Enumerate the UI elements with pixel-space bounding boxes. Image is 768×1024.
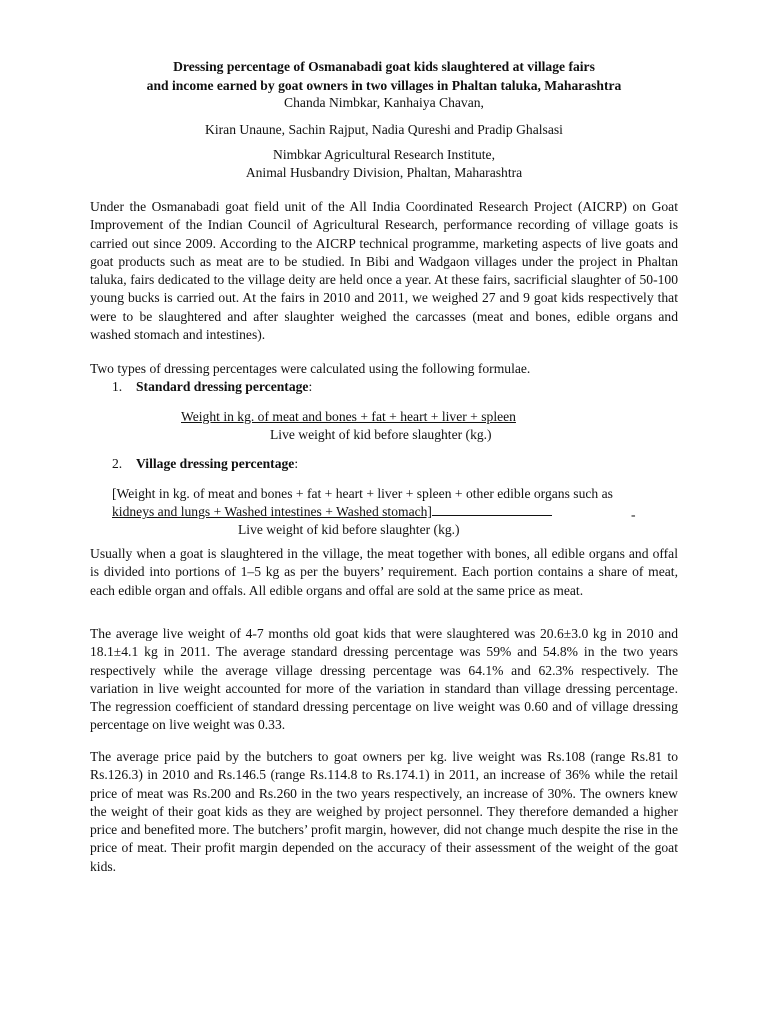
formula-2-numerator-line-2 (112, 503, 552, 521)
authors-line-1: Chanda Nimbkar, Kanhaiya Chavan, (284, 95, 484, 110)
document-page (90, 0, 678, 1024)
affiliation-line-2: Animal Husbandry Division, Phaltan, Maharashtra (245, 165, 523, 180)
formula-2-numerator-line-1: [Weight in kg. of meat and bones + fat + heart + liver + spleen + other edible organs such as (112, 486, 613, 501)
formula-1-colon: : (308, 379, 313, 394)
intro-paragraph: Under the Osmanabadi goat field unit of the All India Coordinated Research Project (AICRP) on Goat Improvement of the Indian Council of Agricultural Research, performance recording of village goats is carried out since 2009. According to the AICRP technical programme, marketing aspects of live goats and goat products such as meat are to be studied. In Bibi and Wadgaon villages under the project in Phaltan taluka, fairs dedicated to the village deity are held once a year. At these fairs, sacrificial slaughter of 50-100 young bucks is carried out. At the fairs in 2010 and 2011, we weighed 27 and 9 goat kids respectively that were to be slaughtered and after slaughter weighed the carcasses (meat and bones, edible organs and washed stomach and intestines). (90, 199, 678, 343)
formula-2-heading (112, 455, 298, 473)
paper-title-line-1: Dressing percentage of Osmanabadi goat kids slaughtered at village fairs (173, 59, 595, 74)
formula-2-dash: - (631, 507, 636, 522)
formula-2-number: 2. (112, 456, 123, 471)
formula-1-number: 1. (112, 379, 123, 394)
price-paragraph: The average price paid by the butchers to goat owners per kg. live weight was Rs.108 (range Rs.81 to Rs.126.3) in 2010 and Rs.146.5 (range Rs.114.8 to Rs.174.1) in 2011, an increase of 36% while the retail price of meat was Rs.200 and Rs.260 in the two years respectively, an increase of 30%. The owners knew the weight of their goat kids as they are weighed by project personnel. They therefore demanded a higher price and benefited more. The butchers’ profit margin, however, did not change much despite the rise in the price of meat. Their profit margin depended on the accuracy of their assessment of the weight of the goat kids. (90, 749, 678, 874)
formula-2-label: Village dressing percentage (136, 456, 295, 471)
formula-1-numerator: Weight in kg. of meat and bones + fat + heart + liver + spleen (181, 409, 516, 424)
offal-paragraph: Usually when a goat is slaughtered in the village, the meat together with bones, all edible organs and offal is divided into portions of 1–5 kg as per the buyers’ requirement. Each portion contains a share of meat, each edible organ and offals. All edible organs and offal are sold at the same price as meat. (90, 546, 678, 598)
formula-2-denominator: Live weight of kid before slaughter (kg.) (238, 522, 460, 537)
formula-2-numerator-text: kidneys and lungs + Washed intestines + Washed stomach] (112, 504, 432, 519)
authors-line-2: Kiran Unaune, Sachin Rajput, Nadia Qureshi and Pradip Ghalsasi (205, 122, 563, 137)
formula-1-heading (112, 378, 312, 396)
affiliation-line-1: Nimbkar Agricultural Research Institute, (273, 147, 495, 162)
formula-1-denominator: Live weight of kid before slaughter (kg.) (270, 427, 492, 442)
formulae-intro: Two types of dressing percentages were calculated using the following formulae. (90, 361, 531, 376)
formula-2-colon: : (294, 456, 299, 471)
formula-1-label: Standard dressing percentage (136, 379, 309, 394)
formula-2-underline-fill (432, 503, 552, 516)
results-paragraph: The average live weight of 4-7 months old goat kids that were slaughtered was 20.6±3.0 kg in 2010 and 18.1±4.1 kg in 2011. The average standard dressing percentage was 59% and 54.8% in the two years respectively while the average village dressing percentage was 64.1% and 62.3% respectively. The variation in live weight accounted for more of the variation in standard than village dressing percentage. The regression coefficient of standard dressing percentage on live weight was 0.60 and of village dressing percentage on live weight was 0.33. (90, 626, 678, 733)
paper-title-line-2: and income earned by goat owners in two villages in Phaltan taluka, Maharashtra (146, 78, 622, 93)
